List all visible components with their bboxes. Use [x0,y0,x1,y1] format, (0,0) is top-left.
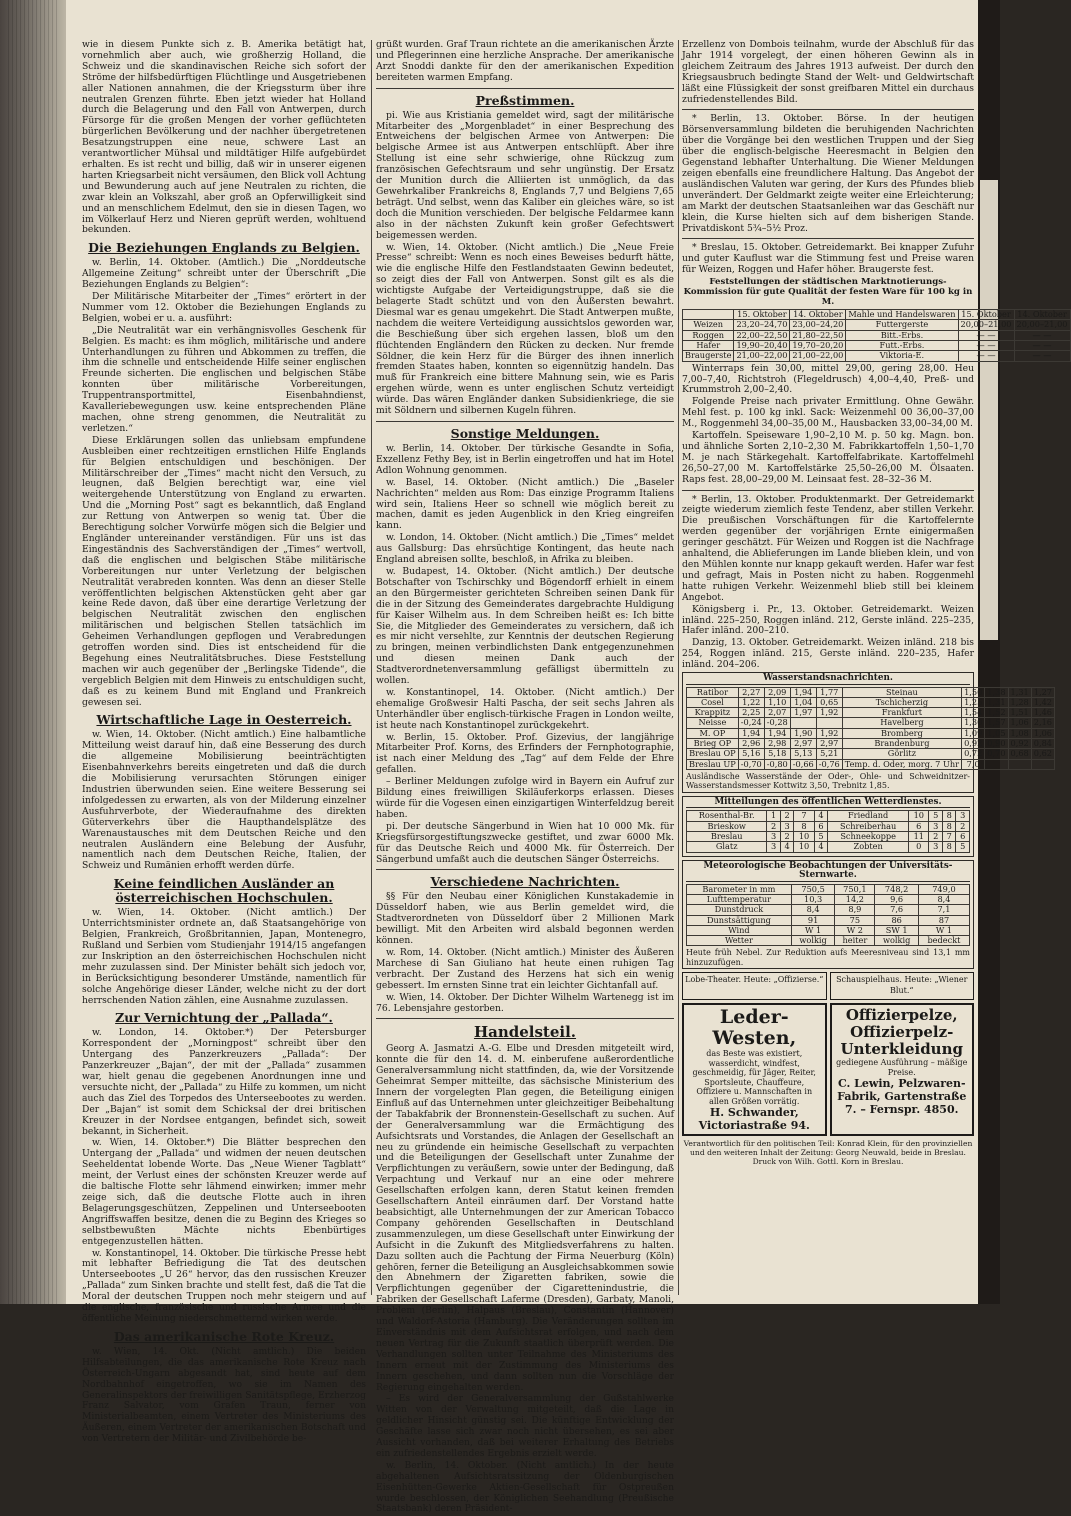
table-cell: 21,00–22,00 [734,351,790,361]
table-cell: 1,09 [962,728,985,738]
table-cell: Temp. d. Oder, morg. 7 Uhr [842,759,961,769]
table-row [687,759,1055,769]
table-cell: 1,30 [962,718,985,728]
section-heading: Verschiedene Nachrichten. [430,874,620,890]
ad-text: gediegene Ausführung – mäßige Preise. [836,1058,968,1077]
column-2 [376,40,674,1516]
article-paragraph: „Die Neutralität war ein verhängnisvolles Geschenk für Belgien. Es macht: es ihm möglich, militärische und andere Unterhandlungen zu führen und Abkommen zu treffen, die ihm die schnelle und entscheidende Hilfe seiner englischen Freunde sicherten. Die englischen und belgischen Stäbe konnten über militärische Vorbereitungen, Truppentransportmittel, Eisenbahndienst, Kavalleriebewegungen usw. keine entsprechenden Pläne machen, ohne streng genommen, die Neutralität zu verletzen.“ [82,324,366,434]
table-cell: 4 [780,842,793,852]
table-cell: Hafer [683,341,734,351]
table-cell: 1,22 [738,697,764,707]
table-cell: 87 [918,915,969,925]
article-paragraph: w. Konstantinopel, 14. Oktober. Die türkische Presse hebt mit lebhafter Befriedigung die Tat des deutschen Unterseebootes „U 26“ hervor, das den russischen Kreuzer „Pallada“ zum Sinken brachte und stellt fest, daß die Tat die Moral der deutschen Truppen noch mehr steigern und auf die englische, französische und russische Armee und die öffentliche Meinung niederschmetternd wirken werde. [82,1247,366,1324]
table-cell: Steinau [842,687,961,697]
table-cell: — — [958,351,1014,361]
table-cell: 91 [791,915,835,925]
table-cell: 14,2 [835,894,875,904]
table-cell: 749,0 [918,884,969,894]
table-row [687,894,970,904]
table-cell: 1,38 [985,687,1008,697]
table-cell: 86 [875,915,919,925]
table-cell: 3 [780,821,793,831]
table-cell: -0,28 [764,718,790,728]
table-row [687,884,970,894]
table-cell: Schreiberhau [828,821,909,831]
table-cell: 7,6 [875,905,919,915]
table-cell: 2,97 [790,739,816,749]
table-cell: 1,08 [1008,728,1031,738]
table-cell: 10,3 [791,894,835,904]
table-cell: 2,07 [764,708,790,718]
article-paragraph: w. London, 14. Oktober. (Nicht amtlich.) Die „Times“ meldet aus Gallsburg: Das ehrsüchtige Kontingent, das heute nach England abreisen sollte, beschloß, in Afrika zu bleiben. [376,532,674,566]
table-cell: 7,1 [918,905,969,915]
table-cell: 1,28 [1008,697,1031,707]
table-cell: Rosenthal-Br. [687,811,767,821]
table-cell: 2 [956,821,970,831]
table-cell: W 1 [791,925,835,935]
market-report: Folgende Preise nach privater Ermittlung. Ohne Gewähr. Mehl fest. p. 100 kg inkl. Sack: Weizenmehl 00 36,00–37,00 M., Roggenmehl 34,00–35,00 M., Hausbacken 33,00–34,00 M. [682,396,974,430]
table-cell: 5,16 [738,749,764,759]
table-cell: 8 [942,811,955,821]
table-cell: -0,76 [816,759,842,769]
table-cell: 20,00–21,00 [958,320,1014,330]
table-cell: 0,68 [1008,749,1031,759]
article-paragraph: w. Berlin, 14. Oktober. Der türkische Gesandte in Sofia, Exzellenz Fethy Bey, ist in Berlin eingetroffen und hat im Hotel Adlon Wohnung genommen. [376,443,674,476]
table-cell: 1,94 [790,687,816,697]
table-header-cell [683,310,734,320]
table-row [687,821,970,831]
article-paragraph: Diese Erklärungen sollen das unliebsam empfundene Ausbleiben einer rechtzeitigen ernstlichen Hilfe Englands für Belgien entschuldigen und beschönigen. Der Militärschreiber der „Times“ macht nicht den Versuch, zu leugnen, daß Belgien berechtigt war, eine viel weitergehende Unterstützung von England zu erwarten. Und die „Morning Post“ sagt es bekanntlich, daß England zur Rettung von Antwerpen so wenig tat. Über die Berechtigung solcher Vorwürfe mögen sich die Belgier und Engländer untereinander verständigen. Für uns ist das Eingeständnis des Sachverständigen der „Times“ wertvoll, daß die englischen und belgischen Stäbe militärische Vorbereitungen nur unter Verletzung der belgischen Neutralität verabreden konnten. Was denn an dieser Stelle veröffentlichten belgischen Aktenstücken geht aber gar keine Rede davon, daß über eine derartige Verletzung der belgischen Neutralität zwischen den englischen militärischen und belgischen Stellen tatsächlich im Geheimen Verhandlungen gepflogen und Verabredungen getroffen worden sind. Dies ist entscheidend für die Begehung eines Neutralitätsbruches. Diese Feststellung machen wir auch gegenüber der „Berlingske Tidende“, die vergeblich Belgien mit dem Hinweis zu entschuldigen sucht, daß es zu keinem Bund mit England und Frankreich gewesen sei. [82,434,366,708]
table-cell: 5 [929,811,942,821]
table-cell: 0,90 [985,739,1008,749]
table-cell: 5 [814,832,827,842]
table-cell: 21,80–22,50 [790,330,846,340]
table-cell: 1,97 [790,708,816,718]
box-title: Wasserstandsnachrichten. [686,674,970,685]
grain-price-table [682,309,1071,361]
table-cell: 1,52 [985,708,1008,718]
table-cell: Ratibor [687,687,739,697]
water-level-table [686,687,1055,770]
table-cell: 0,92 [962,739,985,749]
table-cell [985,759,1008,769]
table-cell: 4 [814,811,827,821]
table-cell: Schneekoppe [828,832,909,842]
table-row [687,708,1055,718]
table-cell: 7 [794,811,814,821]
table-cell: 750,1 [835,884,875,894]
advertisement-leather-vests [682,1003,827,1136]
weather-table [686,810,970,852]
table-cell: 10 [909,811,929,821]
theater-notice: Lobe-Theater. Heute: „Offizierse.“ [682,972,827,1000]
theater-notices [682,972,974,1000]
table-cell: 8 [942,842,955,852]
column-rule [371,40,372,1295]
table-cell: 1,92 [816,728,842,738]
table-cell: 11 [909,832,929,842]
table-cell: Havelberg [842,718,961,728]
section-rule [376,88,674,89]
book-binding [0,0,66,1304]
table-row [683,351,1071,361]
market-report: Winterraps fein 30,00, mittel 29,00, gering 28,00. Heu 7,00–7,40, Richtstroh (Flegeldrusch) 4,00–4,40, Preß- und Krummstroh 2,00–2,40. [682,362,974,396]
table-cell: 23,00–24,20 [790,320,846,330]
table-cell: 2,98 [764,739,790,749]
table-cell: 23,20–24,70 [734,320,790,330]
table-row [687,936,970,946]
section-heading: Preßstimmen. [475,92,575,108]
article-paragraph: w. Rom, 14. Oktober. (Nicht amtlich.) Minister des Äußeren Marchese di San Giuliano hat heute einen ruhigen Tag verbracht. Der Zustand des Herzens hat sich ein wenig gebessert. Im ernsten Sinne trat ein leichter Gichtanfall auf. [376,946,674,991]
table-cell: Wind [687,925,792,935]
table-cell: 1,92 [816,708,842,718]
table-cell: Brieg OP [687,739,739,749]
table-cell: Braugerste [683,351,734,361]
headline: Das amerikanische Rote Kreuz. [113,1328,335,1344]
table-header-cell: Mahle und Handelswaren [846,310,958,320]
table-cell: 1,05 [985,728,1008,738]
market-report: Königsberg i. Pr., 13. Oktober. Getreidemarkt. Weizen inländ. 225–250, Roggen inländ. 212, Gerste inländ. 225–235, Hafer inländ. 200–210. [682,603,974,637]
ad-advertiser: C. Lewin, Pelzwaren-Fabrik, Gartenstraße 7. – Fernspr. 4850. [837,1077,967,1117]
article-paragraph: w. Konstantinopel, 14. Oktober. (Nicht amtlich.) Der ehemalige Großwesir Halti Pascha, der seit sechs Jahren als Unterhändler über englisch-türkische Fragen in London weilte, ist heute nach Konstantinopel zurückgekehrt. [376,686,674,731]
article-paragraph: pi. Wie aus Kristiania gemeldet wird, sagt der militärische Mitarbeiter des „Morgenbladet“ in einer Besprechung des Entweichens der belgischen Armee von Antwerpen: Die belgische Armee ist aus Antwerpen entschlüpft. Aber ihre Stellung ist eine sehr schwierige, ohne Rückzug zum französischen Gefechtsraum und sehr ungünstig. Der Ersatz der Munition durch die Alliierten ist unmöglich, da das Gewehrkaliber Frankreichs 8, Englands 7,7 und Belgiens 7,65 beträgt. Und selbst, wenn das Kaliber ein gleiches wäre, so ist doch die Munition verschieden. Der belgische Feldarmee kann also in der nächsten Zukunft kein großer Gefechtswert beigemessen werden. [376,109,674,241]
table-cell: 0,65 [816,697,842,707]
ad-headline: Leder-Westen, [712,1006,797,1050]
table-cell: 1,31 [985,697,1008,707]
section-rule [376,1018,674,1019]
table-cell: 7,0 [962,759,985,769]
article-paragraph: w. Wien, 14. Oktober. (Nicht amtlich.) Eine halbamtliche Mitteilung weist darauf hin, daß eine Besserung des durch die allgemeine Mobilisierung beeinträchtigten Eisenbahnverkehrs bereits eingetreten und daß die durch die Mobilisierung verursachten Störungen einiger Industrien überwunden seien. Eine weitere Besserung sei infolgedessen zu erwarten, als von der Milderung einzelner Ausfuhrverbote, der Wiederaufnahme des direkten Güterverkehrs über die Haupthandelsplätze des Warenaustausches mit dem Deutschen Reiche und den neutralen Ausländern eine Belebung der Ausfuhr, namentlich nach dem Deutschen Reiche, Italien, der Schweiz und Rumänien erhofft werden dürfe. [82,729,366,872]
table-cell: 6 [814,821,827,831]
table-cell: 10 [794,842,814,852]
table-cell: 0 [909,842,929,852]
column-1 [82,40,366,1446]
table-row [683,330,1071,340]
table-cell: Weizen [683,320,734,330]
article-paragraph: w. Wien, 14. Okt. (Nicht amtlich.) Die beiden Hilfsabteilungen, die das amerikanische Rote Kreuz nach Österreich-Ungarn abgesandt hat, sind heute auf dem Nordbahnhof eingetroffen, wo sie im Namen des Generalinspektors der freiwilligen Sanitätspflege, Erzherzog Franz Salvator, vom Grafen Traun, ferner von Ministerialbeamten, einem Vertreter des Ministeriums des Äußeren, einem Vertreter der amerikanischen Botschaft und von Vertretern der Militär- und Zivilbehörde be- [82,1345,366,1445]
box-footnote: Ausländische Wasserstände der Oder-, Ohle- und Schweidnitzer-Wasserstandsmesser Kottwitz 3,50, Trebnitz 1,85. [686,771,970,791]
table-row [687,842,970,852]
table-cell: 750,5 [791,884,835,894]
table-cell: 1,46 [1031,708,1054,718]
table-cell: 2,96 [738,739,764,749]
market-report: Danzig, 13. Oktober. Getreidemarkt. Weizen inländ. 218 bis 254, Roggen inländ. 215, Gerste inländ. 220–235, Hafer inländ. 204–206. [682,637,974,671]
table-cell: Frankfurt [842,708,961,718]
water-level-box [682,672,1052,793]
table-cell: 2,16 [1031,718,1054,728]
table-cell: 1,25 [962,697,985,707]
section-rule [376,869,674,870]
table-cell: W 1 [918,925,969,935]
table-cell: 1,94 [738,728,764,738]
table-cell: Cosel [687,697,739,707]
table-cell: W 2 [835,925,875,935]
table-row [687,687,1055,697]
table-cell: Tschicherzig [842,697,961,707]
table-cell: Breslau OP [687,749,739,759]
intro-paragraph: wie in diesem Punkte sich z. B. Amerika betätigt hat, vornehmlich aber auch, wie großherzig Holland, die Schweiz und die skandinavischen Reiche sich sofort der Ströme der hilfsbedürftigen Flüchtlinge und Ausgetriebenen aller Nationen annahmen, die der Kriegssturm über ihre neutralen Grenzen führte. Eben jetzt wieder hat Holland durch die Belagerung und den Fall von Antwerpen, durch Fürsorge für die großen Mengen der vorher geflüchteten bürgerlichen Bevölkerung und der nachher übergetretenen Besatzungstruppen eine neue, schwere Last an verantwortlicher Mühsal und mildtätiger Hilfe aufgebürdet erhalten. Es ist recht und billig, daß wir in unserer eigenen harten Kriegsarbeit nicht versäumen, den Blick voll Achtung und Bewunderung auch auf jene Neutralen zu richten, die zwar klein an Volkszahl, aber groß an Opferwilligkeit sind und an menschlichem Edelmut, den sie in diesen Tagen, wo im Völkerlauf Herz und Nieren geprüft werden, wohltuend bekunden. [82,39,366,236]
table-row [683,341,1071,351]
table-cell: 19,90–20,40 [734,341,790,351]
table-cell: 1,90 [790,728,816,738]
table-cell: Krappitz [687,708,739,718]
article-paragraph: w. Berlin, 15. Oktober. Prof. Gizevius, der langjährige Mitarbeiter Prof. Korns, des Erfinders der Fernphotographie, ist nach einer Meldung des „Tag“ auf dem Felde der Ehre gefallen. [376,731,674,776]
table-cell: wolkig [875,936,919,946]
article-paragraph: Der Militärische Mitarbeiter der „Times“ erörtert in der Nummer vom 12. Oktober die Beziehungen Englands zu Belgien, wobei er u. a. ausführt: [82,291,366,324]
table-cell: -0,70 [738,759,764,769]
section-rule [682,238,974,239]
table-cell: wolkig [791,936,835,946]
article-paragraph: w. Berlin, 14. Oktober. (Amtlich.) Die „Norddeutsche Allgemeine Zeitung“ schreibt unter der Überschrift „Die Beziehungen Englands zu Belgien“: [82,257,366,291]
table-cell: 5,21 [816,749,842,759]
table-cell [1008,759,1031,769]
article-paragraph: §§ Für den Neubau einer Königlichen Kunstakademie in Düsseldorf haben, wie aus Berlin gemeldet wird, die Stadtverordneten von Düsseldorf über 2 Millionen Mark bewilligt. Mit den Arbeiten wird alsbald begonnen werden können. [376,891,674,947]
table-row [687,905,970,915]
table-row [687,832,970,842]
article-paragraph: w. Wien, 14. Oktober.*) Die Blätter besprechen den Untergang der „Pallada“ und widmen der neuen deutschen Seeheldentat lobende Worte. Das „Neue Wiener Tagblatt“ meint, der Verlust eines der schönsten Kreuzer werde auf die baltische Flotte sehr lähmend einwirken; immer mehr zeige sich, daß die deutsche Flotte auch in ihren Belagerungsgeschützen, Zeppelinen und Unterseebooten Angriffswaffen besitze, denen die zu Beginn des Krieges so selbstbewußten Mächte nichts Ebenbürtiges entgegenzustellen hätten. [82,1137,366,1247]
section-heading: Handelsteil. [473,1023,577,1042]
table-cell: 9,6 [875,894,919,904]
table-cell: 6 [956,832,970,842]
table-cell: 1,04 [790,697,816,707]
table-cell: 8,4 [791,905,835,915]
table-cell: -0,66 [790,759,816,769]
table-cell: 5,13 [790,749,816,759]
table-cell: 4 [814,842,827,852]
column-3 [682,39,1068,1167]
table-cell: 8,9 [835,905,875,915]
table-cell: Lufttemperatur [687,894,792,904]
table-cell: 3 [767,842,780,852]
table-cell: Bromberg [842,728,961,738]
box-footnote: Heute früh Nebel. Zur Reduktion aufs Meeresniveau sind 13,1 mm hinzuzufügen. [686,948,970,967]
table-cell: 0,84 [1031,739,1054,749]
table-cell: 8 [794,821,814,831]
table-cell: 2,25 [738,708,764,718]
table-header-row [683,310,1071,320]
table-header-cell: 14. Oktober [1014,310,1070,320]
table-cell: 21,00–22,00 [790,351,846,361]
table-cell: 0,70 [985,749,1008,759]
table-cell: 10 [794,832,814,842]
ad-advertiser: H. Schwander, Victoriastraße 94. [698,1106,810,1133]
imprint: Verantwortlich für den politischen Teil: Konrad Klein, für den provinziellen und den weiteren Inhalt der Zeitung: Georg Neuwald, beide in Breslau. Druck von Wilh. Gottl. Korn in Breslau. [683,1139,973,1167]
table-cell: 5 [956,842,970,852]
table-cell: — — [1014,351,1070,361]
table-cell [816,718,842,728]
column-rule [678,40,679,1295]
section-rule [682,490,974,491]
market-report: * Berlin, 13. Oktober. Produktenmarkt. Der Getreidemarkt zeigte wiederum ziemlich feste Tendenz, aber stillen Verkehr. Die preußischen Vorschäftungen für die Kartoffelernte werden gegenüber der vorjährigen Ernte einigermaßen geringer geschätzt. Für Weizen und Roggen ist die Nachfrage anhaltend, die Ablieferungen im Lande blieben klein, und von den Mühlen konnte nur knapp gekauft werden. Hafer war fest und gefragt, Mais in Posten nicht zu haben. Roggenmehl hatte ruhigen Verkehr. Weizenmehl blieb still bei kleinem Angebot. [682,493,974,603]
table-cell: 748,2 [875,884,919,894]
article-paragraph: w. Basel, 14. Oktober. (Nicht amtlich.) Die „Baseler Nachrichten“ melden aus Rom: Das einzige Programm Italiens wird sein, Italiens Heer so schnell wie möglich bereit zu machen, damit es jeden Augenblick in den Krieg eingreifen kann. [376,476,674,532]
table-cell: 8 [942,821,955,831]
table-cell: bedeckt [918,936,969,946]
table-cell: 7 [942,832,955,842]
table-cell: 1 [767,811,780,821]
table-cell: — — [958,330,1014,340]
article-paragraph: – Es wird der Generalversammlung der Gußstahlwerke Witten von der Verwaltung mitgeteilt, daß die Lage in geldlicher Hinsicht günstig sei. Die künftige Entwicklung der Geschäfte lasse sich zwar noch nicht übersehen, es sei aber Aussicht vorhanden, daß bei weiterer Erhaltung des Betriebs ein zufriedenstellendes Ergebnis erzielt werde. [376,1393,674,1459]
table-cell: 3 [767,832,780,842]
table-row [687,728,1055,738]
table-cell: 1,51 [1008,708,1031,718]
table-cell [790,718,816,728]
market-report: * Berlin, 13. Oktober. Börse. In der heutigen Börsenversammlung bildeten die beruhigenden Nachrichten über die Vorgänge bei den westlichen Truppen und der Sieg über die englisch-belgische Heeresmacht in Belgien den Gegenstand lebhafter Unterhaltung. Die Wiener Meldungen zeigen ebenfalls eine freundlichere Haltung. Das Angebot der ausländischen Valuten war gering, der Kurs des Pfundes blieb unverändert. Der Geldmarkt zeigte weiter eine Erleichterung; am Markt der deutschen Staatsanleihen war das Geschäft nur klein, die Kurse hielten sich auf dem bisherigen Stande. Privatdiskont 5¾–5½ Proz. [682,113,974,234]
observatory-box [682,860,974,970]
table-cell: 0,72 [962,749,985,759]
table-cell: 3 [929,821,942,831]
section-rule [682,109,974,110]
table-cell: 2 [780,811,793,821]
table-cell: — — [958,341,1014,351]
table-cell: M. OP [687,728,739,738]
table-header-cell: 15. Oktober [734,310,790,320]
table-cell: 5,18 [764,749,790,759]
article-paragraph: – Berliner Meldungen zufolge wird in Bayern ein Aufruf zur Bildung eines freiwilligen Skiläuferkorps erlassen. Dieses würde für die Vogesen einen einzigartigen Winterfeldzug bereit haben. [376,776,674,820]
box-title: Meteorologische Beobachtungen der Universitäts-Sternwarte. [686,862,970,882]
table-cell: 1,54 [962,708,985,718]
table-cell: 0,92 [1008,739,1031,749]
table-cell: 2 [780,832,793,842]
table-cell: Zobten [828,842,909,852]
table-cell: Bitt.-Erbs. [846,330,958,340]
article-paragraph: Erzellenz von Dombois teilnahm, wurde der Abschluß für das Jahr 1914 vorgelegt, der einen höheren Gewinn als in gleichem Zeitraum des Jahres 1913 aufweist. Der durch den Kriegsausbruch bedingte Stand der Welt- und Geldwirtschaft läßt eine Flüssigkeit der sonst greifbaren Mittel ein durchaus zufriedenstellendes Bild. [682,39,974,105]
section-heading: Sonstige Meldungen. [450,426,600,441]
headline: Zur Vernichtung der „Pallada“. [115,1010,333,1026]
table-cell: 1,10 [764,697,790,707]
table-cell: 1,94 [764,728,790,738]
advertisements [682,1003,974,1136]
table-cell: 2,09 [764,687,790,697]
table-cell: heiter [835,936,875,946]
table-cell: Dunstsättigung [687,915,792,925]
table-cell: 1,77 [816,687,842,697]
table-cell: -0,24 [738,718,764,728]
table-cell: 1,57 [985,718,1008,728]
table-cell: Viktoria-E. [846,351,958,361]
table-row [687,749,1055,759]
table-cell: Barometer in mm [687,884,792,894]
table-cell: Roggen [683,330,734,340]
table-cell: — — [1014,330,1070,340]
ad-text: das Beste was existiert, wasserdicht, windfest, geschmeidig, für Jäger, Reiter, Sportsleute, Chauffeure, Offiziere u. Mannschaften in allen Größen vorrätig. [692,1049,816,1106]
table-header-cell: 15. Oktober [958,310,1014,320]
article-paragraph: w. Wien, 14. Oktober. (Nicht amtlich.) Der Unterrichtsminister ordnete an, daß Staatsangehörige von Belgien, Frankreich, Großbritannien, Japan, Montenegro, Rußland und Serbien vom Studienjahr 1914/15 angefangen zur Inskription an den österreichischen Hochschulen nicht mehr zuzulassen sind. Der Minister behält sich jedoch vor, in Berücksichtigung besonderer Umstände, namentlich für solche Angehörige dieser Länder, welche nicht zu der dort herrschenden Nation zählen, eine Ausnahme zuzulassen. [82,907,366,1006]
headline: Keine feindlichen Ausländer an österreichischen Hochschulen. [113,876,335,906]
table-cell: 3 [929,842,942,852]
advertisement-officer-furs [830,1003,975,1136]
headline: Wirtschaftliche Lage in Oesterreich. [96,712,352,728]
article-paragraph: w. London, 14. Oktober.*) Der Petersburger Korrespondent der „Morningpost“ schreibt über den Untergang des Panzerkreuzers „Pallada“: Der Panzerkreuzer „Bajan“, der mit der „Pallada“ zusammen war, hielt genau die gegebenen Anordnungen inne und versuchte nicht, der „Pallada“ zu Hilfe zu kommen, um nicht auch das Ziel des Torpedos des Unterseebootes zu werden. Der „Bajan“ ist somit dem Schicksal der drei britischen Kreuzer in der Nordsee entgangen, befindet sich, soweit bekannt, in Sicherheit. [82,1027,366,1137]
table-cell: 1,06 [1031,728,1054,738]
table-cell: Neisse [687,718,739,728]
table-cell: 19,70–20,20 [790,341,846,351]
table-cell [1031,759,1054,769]
table-row [687,915,970,925]
table-cell: Brieskow [687,821,767,831]
table-cell: 2,27 [738,687,764,697]
article-paragraph: w. Wien, 14. Oktober. Der Dichter Wilhelm Wartenegg ist im 76. Lebensjahre gestorben. [376,991,674,1014]
table-title: Feststellungen der städtischen Marktnotierungs-Kommission für gute Qualität der festen Ware für 100 kg in M. [683,277,973,308]
table-row [687,697,1055,707]
table-cell: Friedland [828,811,909,821]
section-rule [376,421,674,422]
table-cell: 1,31 [1008,687,1031,697]
table-header-cell: 14. Oktober [790,310,846,320]
table-cell: SW 1 [875,925,919,935]
table-cell: 0,62 [1031,749,1054,759]
table-row [687,811,970,821]
table-cell: 2,97 [816,739,842,749]
ad-headline: Offizierpelze, Offizierpelz-Unterkleidung [840,1006,963,1059]
table-cell: Breslau [687,832,767,842]
table-cell: 75 [835,915,875,925]
article-paragraph: grüßt wurden. Graf Traun richtete an die amerikanischen Ärzte und Pflegerinnen eine herzliche Ansprache. Der amerikanische Arzt Snoddi dankte für den der amerikanischen Expedition bereiteten warmen Empfang. [376,39,674,83]
table-cell: -0,80 [764,759,790,769]
table-row [687,718,1055,728]
table-cell: 1,27 [1031,687,1054,697]
weather-service-box [682,796,974,857]
table-cell: 22,00–22,50 [734,330,790,340]
table-row [687,925,970,935]
table-cell: Brandenburg [842,739,961,749]
article-paragraph: w. Budapest, 14. Oktober. (Nicht amtlich.) Der deutsche Botschafter von Tschirschky und Bögendorff erhielt in einem an den Bürgermeister gerichteten Schreiben seinen Dank für die in der Sitzung des Gemeinderates dargebrachte Huldigung für Kaiser Wilhelm aus. In dem Schreiben heißt es: Ich bitte Sie, die Mitglieder des Gemeinderates zu versichern, daß ich es mir nicht versehlte, zur Kenntnis der deutschen Regierung zu bringen, meinen verbindlichsten Dank entgegenzunehmen und diesen meinen Dank auch der Stadtverordnetenversammlung gefälligst übermitteln zu wollen. [376,565,674,687]
table-cell: 1,42 [1031,697,1054,707]
table-row [683,320,1071,330]
adjacent-page-sliver [980,180,998,640]
table-cell: 6 [909,821,929,831]
article-paragraph: w. Wien, 14. Oktober. (Nicht amtlich.) Die „Neue Freie Presse“ schreibt: Wenn es noch eines Beweises bedurft hätte, wie die englische Hilfe den Festlandstaaten Gewinn bedeutet, so zeigt dies der Fall von Antwerpen. Sonst gilt es als die wichtigste Aufgabe der Verteidigungstruppe, daß sie die belagerte Stadt schützt und von den Äußersten bewahrt. Diesmal war es genau umgekehrt. Die Stadt Antwerpen mußte, nachdem die weitere Verteidigung aussichtslos geworden war, die Beschießung über sich ergehen lassen, bloß um den flüchtenden Engländern den Rücken zu decken. Nur fremde Söldner, die kein Herz für die Bürger des ihnen innerlich fremden Staates haben, konnten so eigennützig handeln. Das muß für Frankreich eine bittere Mahnung sein, wie es Paris ergehen würde, wenn es unter englischen Schutz verteidigt würde. Das wären Engländer danken Subsidienkriege, die sie mit Söldnern und silbernen Kugeln führen. [376,241,674,417]
market-report: Kartoffeln. Speiseware 1,90–2,10 M. p. 50 kg. Magn. bon. und ähnliche Sorten 2,10–2,30 M. Fabrikkartoffeln 1,50–1,70 M. je nach Stärkegehalt. Kartoffelfabrikate. Kartoffelmehl 26,50–27,00 M. Kartoffelstärke 25,50–26,00 M. Ölsaaten. Raps fest. 28,00–29,00 M. Leinsaat fest. 28–32–36 M. [682,430,974,485]
market-report: * Breslau, 15. Oktober. Getreidemarkt. Bei knapper Zufuhr und guter Kauflust war die Stimmung fest und Preise waren für Weizen, Roggen und Hafer höher. Braugerste fest. [682,242,974,276]
table-cell: Futt.-Erbs. [846,341,958,351]
table-cell: Glatz [687,842,767,852]
table-cell: 1,50 [962,687,985,697]
box-title: Mitteilungen des öffentlichen Wetterdienstes. [686,798,970,809]
article-paragraph: w. Berlin, 14. Oktober. (Nicht amtlich.) In der heute abgehaltenen Aufsichtsratssitzung der Oldenburgischen Eisenhütten-Gewerke Aktien-Gesellschaft für Ostpreußen wurde beschlossen, der Königlichen Seehandlung (Preußische Staatsbank) deren Präsident- [376,1459,674,1515]
table-cell: 3 [956,811,970,821]
table-cell: 1,06 [1008,718,1031,728]
table-cell: 2 [767,821,780,831]
table-cell: 2 [929,832,942,842]
table-cell: Futtergerste [846,320,958,330]
article-paragraph: pi. Der deutsche Sängerbund in Wien hat 10 000 Mk. für Kriegsfürsorgestiftungszwecke gestiftet, und zwar 6000 Mk. für das Deutsche Reich und 4000 Mk. für Österreich. Der Sängerbund umfaßt auch die deutschen Sänger Österreichs. [376,820,674,865]
table-cell: Wetter [687,936,792,946]
table-cell: 8,4 [918,894,969,904]
observation-table [686,884,970,947]
article-paragraph: Georg A. Jasmatzi A.-G. Elbe und Dresden mitgeteilt wird, konnte die für den 14. d. M. einberufene außerordentliche Generalversammlung nicht stattfinden, da, wie der Vorsitzende Geheimrat Semper mitteilte, das sächsische Ministerium des Innern der vorgelegten Plan gegen, die Beteiligung einigen Einfluß auf das Unternehmen unter gleichzeitiger Beibehaltung der Tabakfabrik der Bronnenstein-Gesellschaft zu suchen. Auf der Generalversammlung war die Ermächtigung des Aufsichtsrats und Vorstandes, die Anlagen der Gesellschaft an neu zu gründende ein heimische Gesellschaft zu verpachten und die Beteiligungen der Gesellschaft unter Zunahme der Verpflichtungen zu veräußern, sowie unter der Bedingung, daß Verpachtung und Verkauf nur an eine oder mehrere Gesellschaften erfolgen kann, deren Statut keinen fremden Gesellschaftern Anteil einräumen darf. Der Vorstand hatte beabsichtigt, alle Unternehmungen der zur American Tobacco Company gehörenden Gesellschaften in Deutschland zusammenzulegen, um diese Gesellschaft unter Einwirkung der Aufsicht in die Zukunft des Mitgliedsverfahrens zu halten. Dazu sollten auch die Pachtung der Firma Neuerburg (Köln) gehören, ferner die Beteiligung an Ausgleichsabkommen sowie den Abnehmern der Zigaretten fabriken, sowie die Verpflichtungen gegenüber der Cigarettenindustrie, die Fabriken der Gesellschaft Laferme (Dresden), Garbaty, Manoli, Problem (Berlin), Halpaus (Breslau), Constantin (Hannover) und Waldorf-Astoria (Hamburg). Die Veränderungen sollten im Einverständnis mit dem Aufsichtsrat erfolgen, und nach dem neuen Vertrag für die Zukunft staatlich überprüft werden. Die Verhandlungen sollten unter Teilnahme des Ministeriums des Innern erneut mit der Zustimmung des Ministeriums des Innern geschehen, und dann sollten nun die Vorschläge der Regierung eingehalten werden. [376,1043,675,1393]
table-cell: Görlitz [842,749,961,759]
table-row [687,739,1055,749]
table-cell: Dunstdruck [687,905,792,915]
table-cell: — — [1014,341,1070,351]
table-cell: 20,00–21,00 [1014,320,1070,330]
theater-notice: Schauspielhaus. Heute: „Wiener Blut.“ [830,972,975,1000]
table-cell: Breslau UP [687,759,739,769]
headline: Die Beziehungen Englands zu Belgien. [88,240,360,256]
